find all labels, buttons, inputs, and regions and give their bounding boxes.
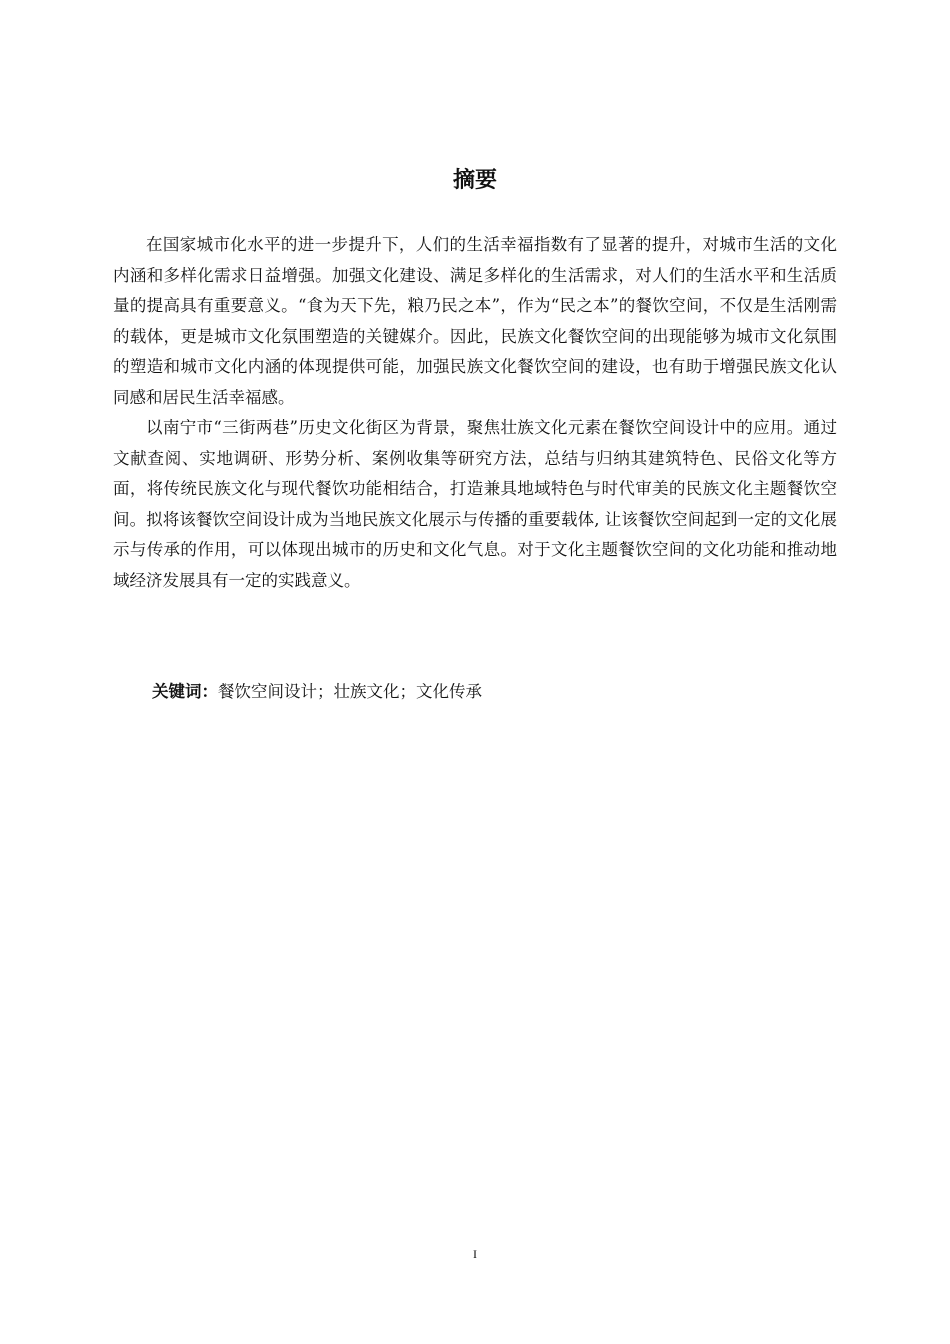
keywords-label: 关键词： [152, 682, 218, 701]
abstract-title: 摘要 [452, 168, 497, 193]
abstract-paragraph-1: 在国家城市化水平的进一步提升下，人们的生活幸福指数有了显著的提升，对城市生活的文化内涵和多样化需求日益增强。加强文化建设、满足多样化的生活需求，对人们的生活水平和生活质量的提高具有重要意义。“食为天下先，粮乃民之本”，作为“民之本”的餐饮空间，不仅是生活刚需的载体，更是城市文化氛围塑造的关键媒介。因此，民族文化餐饮空间的出现能够为城市文化氛围的塑造和城市文化内涵的体现提供可能，加强民族文化餐饮空间的建设，也有助于增强民族文化认同感和居民生活幸福感。 [113, 235, 837, 407]
abstract-paragraph-2: 以南宁市“三街两巷”历史文化街区为背景，聚焦壮族文化元素在餐饮空间设计中的应用。通过文献查阅、实地调研、形势分析、案例收集等研究方法，总结与归纳其建筑特色、民俗文化等方面，将传统民族文化与现代餐饮功能相结合，打造兼具地域特色与时代审美的民族文化主题餐饮空间。拟将该餐饮空间设计成为当地民族文化展示与传播的重要载体, 让该餐饮空间起到一定的文化展示与传承的作用，可以体现出城市的历史和文化气息。对于文化主题餐饮空间的文化功能和推动地域经济发展具有一定的实践意义。 [113, 418, 837, 590]
keywords-text: 餐饮空间设计；壮族文化；文化传承 [218, 682, 482, 701]
page-number: I [473, 1247, 477, 1261]
keywords-line [152, 677, 482, 707]
abstract-body [113, 230, 837, 596]
